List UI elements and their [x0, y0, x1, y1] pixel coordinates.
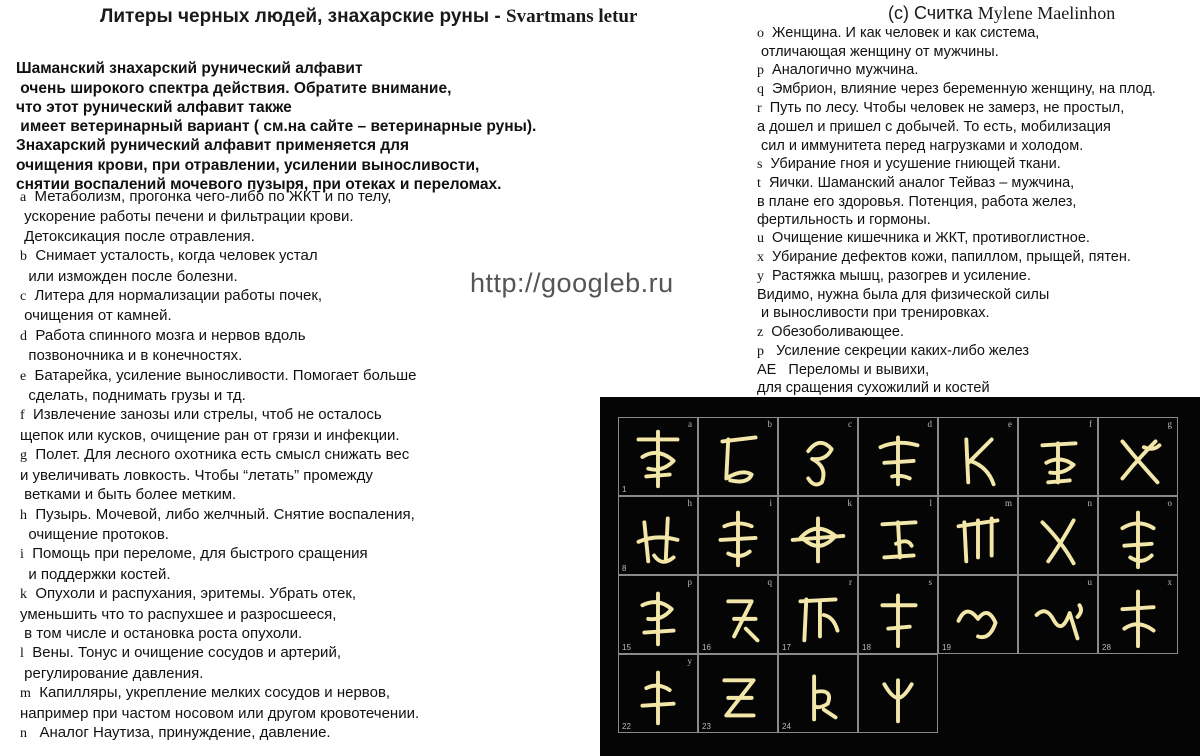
- rune-glyph-icon: [779, 418, 857, 495]
- rune-glyph-icon: [859, 418, 937, 495]
- rune-letter: l: [20, 646, 24, 662]
- rune-entry-line: [757, 137, 1156, 155]
- rune-entry-line: [20, 405, 419, 425]
- rune-letter: h: [20, 507, 27, 523]
- rune-entry-line: [20, 326, 419, 346]
- rune-description-text: сил и иммунитета перед нагрузками и холодом.: [757, 137, 1084, 154]
- rune-description-text: Вены. Тонус и очищение сосудов и артерий,: [23, 644, 341, 662]
- rune-letter: r: [757, 101, 762, 117]
- rune-description-text: или изможден после болезни.: [20, 267, 238, 285]
- rune-description-text: Пузырь. Мочевой, либо желчный. Снятие воспаления,: [27, 505, 415, 523]
- rune-letter: d: [20, 328, 27, 344]
- rune-entry-line: [757, 174, 1156, 193]
- rune-letter: p: [757, 343, 764, 359]
- rune-cell-letter: s: [928, 577, 932, 587]
- rune-entry: [20, 286, 419, 326]
- rune-description-text: и увеличивать ловкость. Чтобы “летать” промежду: [20, 466, 373, 484]
- rune-description-text: Снимает усталость, когда человек устал: [27, 247, 318, 265]
- rune-cell: [858, 575, 938, 654]
- rune-entry-line: [757, 80, 1156, 99]
- rune-glyph-icon: [619, 576, 697, 653]
- rune-letter: k: [20, 587, 27, 603]
- rune-description-text: в том числе и остановка роста опухоли.: [20, 624, 303, 642]
- page-title: [100, 6, 637, 28]
- rune-letter: s: [757, 156, 763, 172]
- rune-letter: e: [20, 368, 27, 384]
- credit-line: [888, 3, 1115, 24]
- rune-cell-letter: d: [927, 419, 932, 429]
- rune-entry-line: [757, 229, 1156, 248]
- rune-glyph-icon: [619, 655, 697, 732]
- rune-glyph-icon: [1099, 418, 1177, 495]
- rune-cell-letter: x: [1167, 577, 1172, 587]
- rune-description-text: Аналог Наутиза, принуждение, давление.: [27, 723, 331, 741]
- title-main: Литеры черных людей, знахарские руны -: [100, 6, 506, 27]
- rune-description-text: Яички. Шаманский аналог Тейваз – мужчина,: [760, 174, 1075, 191]
- rune-cell: [778, 417, 858, 496]
- rune-description-text: Аналогично мужчина.: [764, 62, 919, 79]
- rune-entry-line: [20, 544, 419, 564]
- rune-entry-line: [757, 286, 1156, 304]
- rune-entry-line: [757, 193, 1156, 211]
- rune-description-text: Опухоли и распухания, эритемы. Убрать отек,: [27, 585, 357, 603]
- rune-letter: f: [20, 408, 25, 424]
- rune-description-text: фертильность и гормоны.: [757, 211, 931, 228]
- rune-entry-line: [757, 61, 1156, 80]
- rune-entry-line: [20, 664, 419, 683]
- rune-description-text: сделать, поднимать грузы и тд.: [20, 387, 246, 405]
- rune-letter: g: [20, 448, 27, 464]
- rune-entry: [757, 24, 1156, 61]
- rune-entry-line: [20, 306, 419, 325]
- rune-description-text: Капилляры, укрепление мелких сосудов и нервов,: [30, 684, 391, 702]
- rune-letter: t: [757, 175, 761, 191]
- rune-entry-line: [757, 118, 1156, 136]
- rune-letter: n: [20, 725, 27, 741]
- rune-cell: [858, 654, 938, 733]
- rune-letter: b: [20, 249, 27, 265]
- rune-letter: z: [757, 324, 764, 340]
- intro-line: очень широкого спектра действия. Обратите внимание,: [16, 79, 452, 97]
- rune-glyph-icon: [1099, 576, 1177, 653]
- rune-entry: [757, 61, 1156, 80]
- rune-glyph-icon: [1019, 576, 1097, 653]
- rune-cell: [858, 417, 938, 496]
- watermark-url: http://googleb.ru: [470, 268, 674, 298]
- rune-entry: [20, 246, 419, 286]
- rune-entry: [20, 326, 419, 366]
- rune-entry: [20, 445, 419, 504]
- rune-glyph-icon: [779, 497, 857, 574]
- rune-glyph-icon: [699, 497, 777, 574]
- rune-letter: c: [20, 289, 27, 305]
- rune-glyph-icon: [699, 576, 777, 653]
- rune-entry-line: [20, 505, 419, 525]
- rune-cell-number: 8: [622, 564, 627, 573]
- rune-entry-line: [20, 704, 419, 723]
- rune-description-text: Убирание гноя и усушение гниющей ткани.: [762, 155, 1061, 172]
- rune-glyph-icon: [779, 655, 857, 732]
- rune-entry-line: [757, 43, 1156, 61]
- rune-description-text: позвоночника и в конечностях.: [20, 347, 243, 365]
- rune-entry-line: [20, 624, 419, 643]
- rune-cell-letter: c: [848, 419, 852, 429]
- rune-cell: [618, 654, 698, 733]
- rune-entry-line: [757, 211, 1156, 229]
- rune-entry-line: [757, 361, 1156, 379]
- rune-entry: [757, 248, 1156, 267]
- rune-letter: i: [20, 547, 24, 563]
- rune-description-text: и выносливости при тренировках.: [757, 305, 990, 322]
- rune-entry: [20, 643, 419, 683]
- rune-cell: [698, 496, 778, 575]
- rune-description-list-right: [757, 24, 1156, 397]
- rune-entry-line: [757, 342, 1156, 361]
- rune-entry: [757, 99, 1156, 154]
- rune-entry-line: [757, 24, 1156, 43]
- credit-prefix: (с) Считка: [888, 3, 978, 23]
- rune-glyph-icon: [939, 576, 1017, 653]
- rune-glyph-icon: [1099, 497, 1177, 574]
- rune-entry-line: [20, 605, 419, 624]
- rune-cell-letter: f: [1089, 419, 1092, 429]
- rune-cell-letter: i: [769, 498, 772, 508]
- rune-cell-letter: u: [1087, 577, 1092, 587]
- rune-entry: [20, 405, 419, 445]
- rune-description-text: Очищение кишечника и ЖКТ, противоглистное.: [764, 230, 1090, 247]
- rune-entry-line: [20, 286, 419, 306]
- rune-description-text: щепок или кусков, очищение ран от грязи и инфекции.: [20, 426, 400, 444]
- rune-cell: [698, 417, 778, 496]
- rune-entry-line: [20, 227, 419, 246]
- rune-description-text: Эмбрион, влияние через беременную женщину, на плод.: [764, 81, 1156, 98]
- rune-entry-line: [757, 323, 1156, 342]
- rune-entry-line: [20, 565, 419, 584]
- rune-cell-letter: b: [767, 419, 772, 429]
- rune-glyph-icon: [1019, 497, 1097, 574]
- rune-entry: [20, 505, 419, 545]
- credit-name: Mylene Maelinhon: [977, 3, 1116, 23]
- rune-description-text: уменьшить что то распухшее и разросшееся,: [20, 605, 337, 623]
- rune-description-text: Убирание дефектов кожи, папиллом, прыщей, пятен.: [764, 249, 1131, 266]
- rune-entry-line: [20, 445, 419, 465]
- rune-glyph-icon: [619, 497, 697, 574]
- rune-cell: [698, 654, 778, 733]
- rune-glyph-icon: [619, 418, 697, 495]
- intro-line: снятии воспалений мочевого пузыря, при отеках и переломах.: [16, 176, 502, 194]
- rune-entry-line: [757, 155, 1156, 174]
- rune-entry: [757, 155, 1156, 174]
- rune-entry-line: [20, 267, 419, 286]
- rune-description-text: регулирование давления.: [20, 664, 204, 682]
- rune-description-text: Обезоболивающее.: [763, 323, 905, 340]
- rune-description-text: Женщина. И как человек и как система,: [764, 25, 1040, 41]
- rune-cell: [1098, 575, 1178, 654]
- rune-glyph-icon: [1019, 418, 1097, 495]
- rune-entry: [20, 683, 419, 723]
- rune-glyph-icon: [779, 576, 857, 653]
- rune-description-text: Видимо, нужна была для физической силы: [757, 287, 1050, 304]
- rune-cell: [1098, 496, 1178, 575]
- rune-entry: [757, 361, 1156, 397]
- rune-cell-letter: r: [849, 577, 852, 587]
- rune-cell: [938, 575, 1018, 654]
- rune-description-text: очищения от камней.: [20, 307, 172, 325]
- rune-cell: [1018, 496, 1098, 575]
- rune-description-text: отличающая женщину от мужчины.: [757, 44, 999, 61]
- rune-entry: [20, 366, 419, 406]
- rune-cell: [858, 496, 938, 575]
- rune-letter: x: [757, 250, 764, 266]
- rune-letter: y: [757, 269, 764, 285]
- rune-cell: [1018, 417, 1098, 496]
- rune-cell-letter: p: [687, 577, 692, 587]
- rune-entry-line: [20, 683, 419, 703]
- rune-cell-letter: k: [847, 498, 852, 508]
- rune-description-text: Литера для нормализации работы почек,: [26, 287, 323, 305]
- rune-entry: [757, 342, 1156, 361]
- rune-description-text: Извлечение занозы или стрелы, чтоб не осталось: [24, 406, 382, 424]
- rune-entry: [757, 80, 1156, 99]
- rune-description-text: Детоксикация после отравления.: [20, 227, 255, 245]
- rune-entry: [757, 267, 1156, 322]
- rune-entry: [757, 323, 1156, 342]
- rune-glyph-icon: [859, 576, 937, 653]
- rune-letter: p: [757, 63, 764, 79]
- rune-description-text: Помощь при переломе, для быстрого сращения: [23, 545, 368, 563]
- rune-cell: [618, 496, 698, 575]
- intro-line: очищения крови, при отравлении, усилении выносливости,: [16, 156, 480, 174]
- rune-entry-line: [20, 525, 419, 544]
- intro-line: имеет ветеринарный вариант ( см.на сайте – ветеринарные руны).: [16, 118, 537, 136]
- intro-line: Шаманский знахарский рунический алфавит: [16, 60, 363, 78]
- rune-cell: [618, 575, 698, 654]
- rune-glyph-icon: [699, 418, 777, 495]
- rune-letter: m: [20, 686, 31, 702]
- rune-cell: [618, 417, 698, 496]
- rune-description-text: в плане его здоровья. Потенция, работа желез,: [757, 193, 1077, 210]
- rune-description-text: для сращения сухожилий и костей: [757, 379, 990, 396]
- rune-description-text: ускорение работы печени и фильтрации крови.: [20, 208, 354, 226]
- rune-description-text: Путь по лесу. Чтобы человек не замерз, не простыл,: [761, 100, 1125, 117]
- rune-cell-number: 19: [942, 643, 951, 652]
- rune-cell-number: 24: [782, 722, 791, 731]
- rune-description-text: Метаболизм, прогонка чего-либо по ЖКТ и по телу,: [26, 188, 392, 205]
- rune-description-text: и поддержки костей.: [20, 565, 171, 583]
- rune-cell-letter: h: [687, 498, 692, 508]
- rune-letter: a: [20, 190, 27, 205]
- rune-entry-line: [757, 248, 1156, 267]
- rune-cell: [778, 496, 858, 575]
- rune-entry: [757, 174, 1156, 229]
- rune-cell-letter: n: [1087, 498, 1092, 508]
- rune-cell: [778, 575, 858, 654]
- rune-cell-number: 16: [702, 643, 711, 652]
- rune-cell-letter: e: [1008, 419, 1012, 429]
- rune-glyph-icon: [939, 497, 1017, 574]
- rune-cell-letter: y: [687, 656, 692, 666]
- title-latin: Svartmans letur: [506, 6, 638, 27]
- rune-entry-line: [20, 346, 419, 365]
- rune-entry: [20, 187, 419, 246]
- rune-entry: [20, 544, 419, 584]
- rune-description-text: Батарейка, усиление выносливости. Помогает больше: [26, 366, 417, 384]
- rune-entry-line: [20, 643, 419, 663]
- rune-glyph-icon: [939, 418, 1017, 495]
- rune-entry: [20, 584, 419, 643]
- rune-description-text: AE Переломы и вывихи,: [757, 361, 930, 378]
- rune-entry-line: [20, 584, 419, 604]
- rune-cell-letter: a: [688, 419, 692, 429]
- rune-entry-line: [20, 466, 419, 485]
- rune-cell-letter: q: [767, 577, 772, 587]
- rune-entry: [757, 229, 1156, 248]
- rune-entry-line: [20, 386, 419, 405]
- rune-letter: o: [757, 26, 764, 41]
- rune-cell-letter: l: [929, 498, 932, 508]
- rune-entry-line: [757, 267, 1156, 286]
- intro-line: что этот рунический алфавит также: [16, 98, 292, 116]
- rune-entry-line: [20, 187, 419, 207]
- rune-cell: [1098, 417, 1178, 496]
- rune-description-text: например при частом носовом или другом кровотечении.: [20, 704, 420, 722]
- rune-description-text: очищение протоков.: [20, 525, 169, 543]
- rune-entry-line: [757, 379, 1156, 397]
- rune-glyph-icon: [859, 655, 937, 732]
- rune-entry-line: [20, 246, 419, 266]
- rune-cell-letter: g: [1167, 419, 1172, 429]
- rune-description-text: Работа спинного мозга и нервов вдоль: [27, 326, 306, 344]
- rune-glyph-icon: [859, 497, 937, 574]
- rune-cell: [1018, 575, 1098, 654]
- rune-cell-number: 22: [622, 722, 631, 731]
- rune-cell: [938, 496, 1018, 575]
- rune-description-text: Усиление секреции каких-либо желез: [764, 342, 1030, 359]
- rune-description-list-left: [20, 187, 419, 743]
- rune-letter: q: [757, 82, 764, 98]
- rune-description-text: Полет. Для лесного охотника есть смысл снижать вес: [27, 446, 410, 464]
- intro-line: Знахарский рунический алфавит применяется для: [16, 137, 410, 155]
- rune-chart-image: [600, 397, 1200, 756]
- rune-description-text: а дошел и пришел с добычей. То есть, мобилизация: [757, 119, 1111, 136]
- rune-entry-line: [20, 723, 419, 743]
- rune-entry-line: [757, 304, 1156, 322]
- rune-letter: u: [757, 231, 764, 247]
- rune-entry-line: [20, 366, 419, 386]
- rune-cell-letter: o: [1167, 498, 1172, 508]
- rune-cell-number: 15: [622, 643, 631, 652]
- rune-cell-number: 1: [622, 485, 627, 494]
- rune-cell-number: 18: [862, 643, 871, 652]
- rune-cell-number: 17: [782, 643, 791, 652]
- rune-cell: [938, 417, 1018, 496]
- rune-cell-letter: m: [1004, 498, 1012, 508]
- rune-cell: [778, 654, 858, 733]
- rune-cell-number: 23: [702, 722, 711, 731]
- rune-cell: [698, 575, 778, 654]
- rune-entry-line: [20, 207, 419, 226]
- rune-description-text: Растяжка мышц, разогрев и усиление.: [764, 268, 1031, 285]
- rune-entry-line: [757, 99, 1156, 118]
- rune-entry: [20, 723, 419, 743]
- rune-description-text: ветками и быть более метким.: [20, 486, 237, 504]
- rune-glyph-icon: [699, 655, 777, 732]
- rune-entry-line: [20, 426, 419, 445]
- rune-entry-line: [20, 485, 419, 504]
- rune-cell-number: 28: [1102, 643, 1111, 652]
